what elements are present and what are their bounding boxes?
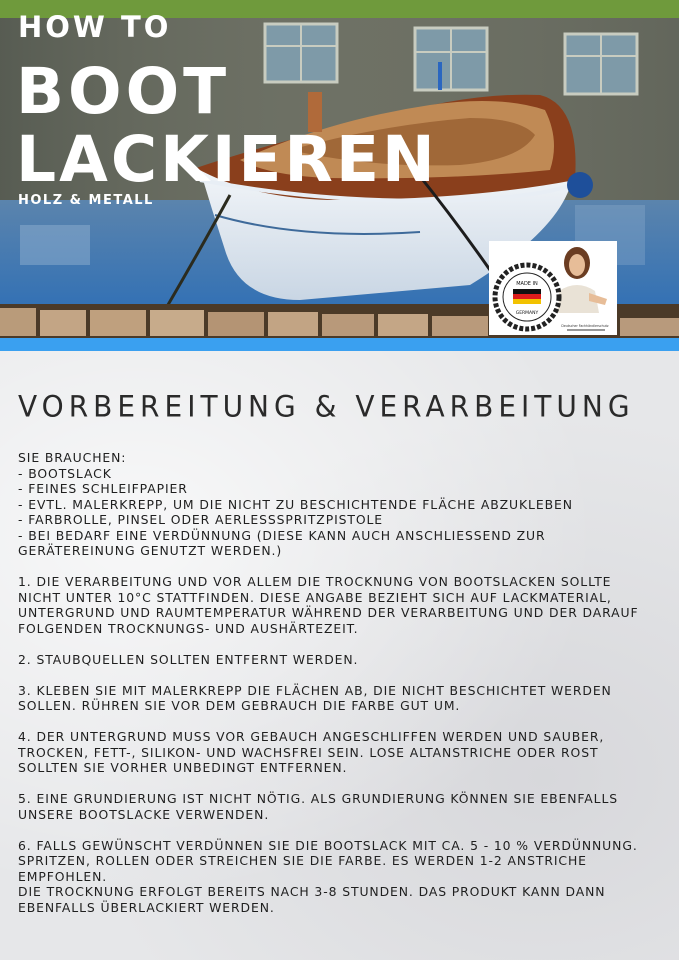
title-lackieren: LACKIEREN (16, 123, 438, 196)
step-5: 5. EINE GRUNDIERUNG IST NICHT NÖTIG. ALS GRUNDIERUNG KÖNNEN SIE EBENFALLS UNSERE BOOTSLACKE VERWENDEN. (18, 791, 619, 822)
hero-banner (0, 0, 679, 338)
step-2: 2. STAUBQUELLEN SOLLTEN ENTFERNT WERDEN. (18, 651, 359, 667)
subtitle: HOLZ & METALL (18, 193, 154, 208)
step-1: 1. DIE VERARBEITUNG UND VOR ALLEM DIE TROCKNUNG VON BOOTSLACKEN SOLLTE NICHT UNTER 10°C STATTFINDEN. DIESE ANGABE BEZIEHT SICH AUF LACKMATERIAL, UNTERGRUND UND RAUMTEMPERATUR WÄHREND DER VERARBEITUNG UND DER DARAUF FOLGENDEN TROCKNUNGS- UND AUSHÄRTEZEIT. (18, 574, 639, 636)
needs-item: - BEI BEDARF EINE VERDÜNNUNG (DIESE KANN AUCH ANSCHLIESSEND ZUR GERÄTEREINUNG GENUTZT WERDEN.) (18, 527, 546, 558)
accent-bar (0, 338, 679, 351)
instructions-body (18, 450, 658, 915)
section-title: VORBEREITUNG & VERARBEITUNG (18, 389, 635, 424)
seal-top-text: MADE IN (516, 281, 538, 287)
step-3: 3. KLEBEN SIE MIT MALERKREPP DIE FLÄCHEN AB, DIE NICHT BESCHICHTET WERDEN SOLLEN. RÜHREN SIE VOR DEM GEBRAUCH DIE FARBE GUT UM. (18, 682, 612, 713)
step-6-drying: DIE TROCKNUNG ERFOLGT BEREITS NACH 3-8 STUNDEN. DAS PRODUKT KANN DANN EBENFALLS ÜBERLACKIERT WERDEN. (18, 884, 606, 915)
made-in-germany-badge (489, 241, 617, 335)
needs-item: - FARBROLLE, PINSEL ODER AERLESSSPRITZPISTOLE (18, 512, 384, 527)
germany-seal-icon (489, 241, 617, 335)
brand-text: Deutscher Fachhändlerschutz (561, 324, 609, 328)
needs-item: - EVTL. MALERKREPP, UM DIE NICHT ZU BESCHICHTENDE FLÄCHE ABZUKLEBEN (18, 496, 573, 512)
step-4: 4. DER UNTERGRUND MUSS VOR GEBAUCH ANGESCHLIFFEN WERDEN UND SAUBER, TROCKEN, FETT-, SILIKON- UND WACHSFREI SEIN. LOSE ALTANSTRICHE ODER ROST SOLLTEN SIE VORHER UNBEDINGT ENTFERNEN. (18, 729, 605, 775)
step-6: 6. FALLS GEWÜNSCHT VERDÜNNEN SIE DIE BOOTSLACK MIT CA. 5 - 10 % VERDÜNNUNG. SPRITZEN, ROLLEN ODER STREICHEN SIE DIE FARBE. ES WERDEN 1-2 ANSTRICHE EMPFOHLEN. (18, 837, 638, 884)
title-boot: BOOT (16, 55, 231, 128)
title-how-to: HOW TO (18, 10, 172, 44)
needs-item: - BOOTSLACK (18, 465, 112, 481)
windows (265, 24, 637, 94)
needs-item: - FEINES SCHLEIFPAPIER (18, 481, 188, 496)
needs-intro: SIE BRAUCHEN: (18, 450, 127, 465)
seal-bottom-text: GERMANY (515, 311, 539, 316)
